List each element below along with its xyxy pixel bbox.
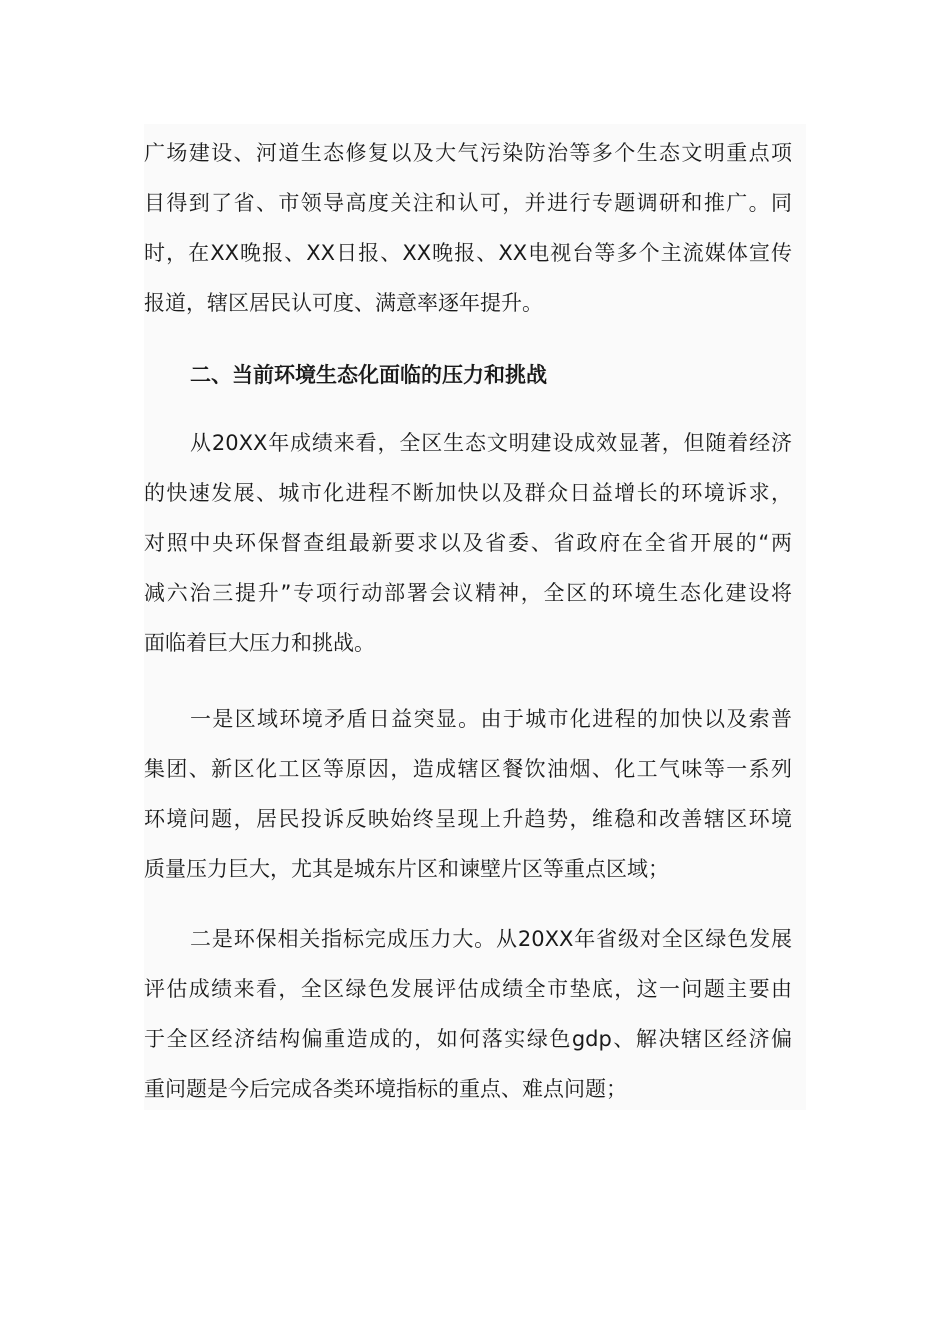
content-background	[144, 124, 806, 1110]
paragraph-line: 评估成绩来看，全区绿色发展评估成绩全市垫底，这一问题主要由	[144, 977, 792, 1001]
paragraph-line: 广场建设、河道生态修复以及大气污染防治等多个生态文明重点项	[144, 141, 792, 165]
paragraph-line: 减六治三提升”专项行动部署会议精神，全区的环境生态化建设将	[144, 581, 792, 605]
paragraph-line: 二是环保相关指标完成压力大。从20XX年省级对全区绿色发展	[190, 927, 792, 951]
paragraph-line: 环境问题，居民投诉反映始终呈现上升趋势，维稳和改善辖区环境	[144, 807, 792, 831]
paragraph-line: 对照中央环保督查组最新要求以及省委、省政府在全省开展的“两	[144, 531, 792, 555]
paragraph-line: 一是区域环境矛盾日益突显。由于城市化进程的加快以及索普	[190, 707, 792, 731]
paragraph-line: 从20XX年成绩来看，全区生态文明建设成效显著，但随着经济	[190, 431, 792, 455]
paragraph-line: 重问题是今后完成各类环境指标的重点、难点问题；	[144, 1077, 627, 1101]
section-heading: 二、当前环境生态化面临的压力和挑战	[190, 363, 547, 387]
paragraph-line: 目得到了省、市领导高度关注和认可，并进行专题调研和推广。同	[144, 191, 792, 215]
paragraph-line: 于全区经济结构偏重造成的，如何落实绿色gdp、解决辖区经济偏	[144, 1027, 792, 1051]
paragraph-line: 时，在XX晚报、XX日报、XX晚报、XX电视台等多个主流媒体宣传	[144, 241, 792, 265]
paragraph-line: 质量压力巨大，尤其是城东片区和谏壁片区等重点区域；	[144, 857, 669, 881]
paragraph-line: 的快速发展、城市化进程不断加快以及群众日益增长的环境诉求，	[144, 481, 792, 505]
paragraph-line: 面临着巨大压力和挑战。	[144, 631, 375, 655]
paragraph-line: 集团、新区化工区等原因，造成辖区餐饮油烟、化工气味等一系列	[144, 757, 792, 781]
paragraph-line: 报道，辖区居民认可度、满意率逐年提升。	[144, 291, 543, 315]
